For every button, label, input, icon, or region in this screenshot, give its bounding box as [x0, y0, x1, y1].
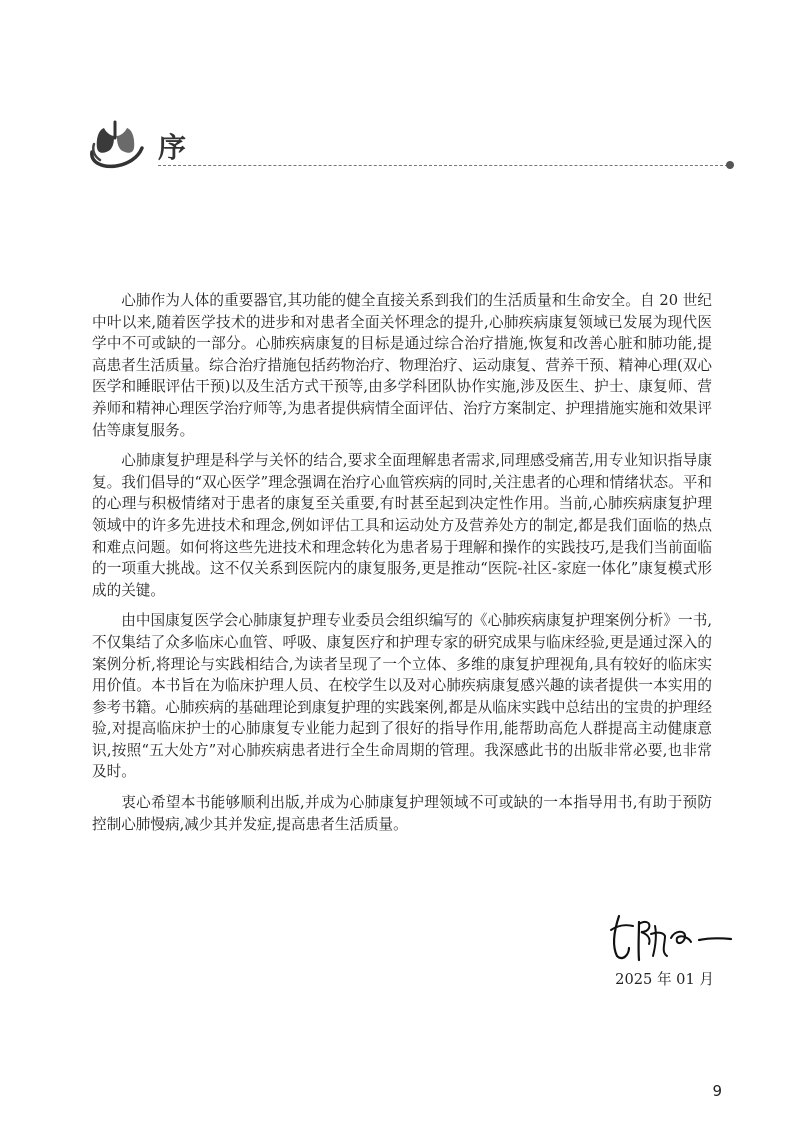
paragraph: 心肺康复护理是科学与关怀的结合,要求全面理解患者需求,同理感受痛苦,用专业知识指导康复。我们倡导的“双心医学”理念强调在治疗心血管疾病的同时,关注患者的心理和情绪状态。平和的心理与积极情绪对于患者的康复至关重要,有时甚至起到决定性作用。当前,心肺疾病康复护理领域中的许多先进技术和理念,例如评估工具和运动处方及营养处方的制定,都是我们面临的热点和难点问题。如何将这些先进技术和理念转化为患者易于理解和操作的实践技巧,是我们当前面临的一项重大挑战。这不仅关系到医院内的康复服务,更是推动“医院-社区-家庭一体化”康复模式形成的关键。 [92, 452, 712, 599]
chapter-header [88, 118, 738, 178]
paragraph: 衷心希望本书能够顺利出版,并成为心肺康复护理领域不可或缺的一本指导用书,有助于预防控制心肺慢病,减少其并发症,提高患者生活质量。 [92, 794, 712, 833]
chapter-title: 序 [158, 131, 187, 164]
signature-date: 2025 年 01 月 [615, 971, 714, 988]
paragraph: 心肺作为人体的重要器官,其功能的健全直接关系到我们的生活质量和生命安全。自 20 世纪中叶以来,随着医学技术的进步和对患者全面关怀理念的提升,心肺疾病康复领域已发展为现代医学中不可或缺的一部分。心肺疾病康复的目标是通过综合治疗措施,恢复和改善心脏和肺功能,提高患者生活质量。综合治疗措施包括药物治疗、物理治疗、运动康复、营养干预、精神心理(双心医学和睡眠评估干预)以及生活方式干预等,由多学科团队协作实施,涉及医生、护士、康复师、营养师和精神心理医学治疗师等,为患者提供病情全面评估、治疗方案制定、护理措施实施和效果评估等康复服务。 [92, 292, 712, 439]
paragraph: 由中国康复医学会心肺康复护理专业委员会组织编写的《心肺疾病康复护理案例分析》一书,不仅集结了众多临床心血管、呼吸、康复医疗和护理专家的研究成果与临床经验,更是通过深入的案例分析,将理论与实践相结合,为读者呈现了一个立体、多维的康复护理视角,具有较好的临床实用价值。本书旨在为临床护理人员、在校学生以及对心肺疾病康复感兴趣的读者提供一本实用的参考书籍。心肺疾病的基础理论到康复护理的实践案例,都是从临床实践中总结出的宝贵的护理经验,对提高临床护士的心肺康复专业能力起到了很好的指导作用,能帮助高危人群提高主动健康意识,按照“五大处方”对心肺疾病患者进行全生命周期的管理。我深感此书的出版非常必要,也非常及时。 [92, 612, 712, 781]
header-divider [158, 165, 728, 166]
page-number: 9 [712, 1082, 722, 1100]
preface-body [92, 290, 712, 844]
header-divider-dot [726, 161, 734, 169]
handwritten-signature [605, 908, 735, 966]
heart-lungs-icon [88, 118, 144, 170]
